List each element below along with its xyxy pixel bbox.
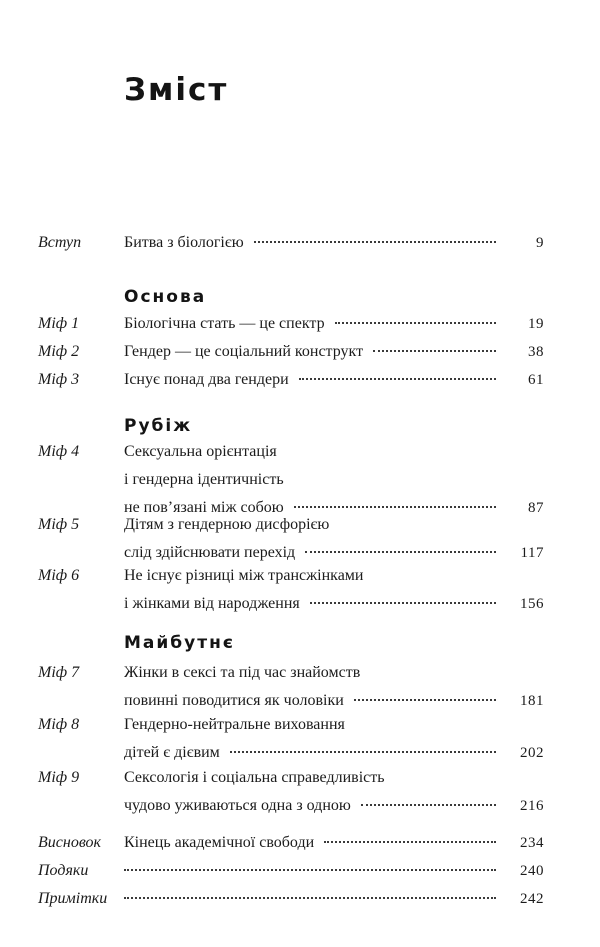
dot-leader [373,349,496,352]
dot-leader [354,698,496,701]
page-number: 38 [528,344,544,360]
section-heading-rubizh: Рубіж [124,416,193,436]
page-number: 242 [520,891,544,907]
section-heading-osnova: Основа [124,287,207,307]
dot-leader [124,868,496,871]
dot-leader [254,240,496,243]
dot-leader [230,750,496,753]
entry-title-line: Існує понад два гендери [124,371,289,388]
dot-leader [310,601,496,604]
entry-label: Міф 7 [38,664,80,681]
page-number: 9 [536,235,544,251]
entry-label: Міф 1 [38,315,80,332]
dot-leader [324,840,496,843]
entry-label: Міф 6 [38,567,80,584]
dot-leader [294,505,496,508]
entry-label: Міф 9 [38,769,80,786]
dot-leader [124,896,496,899]
entry-title-line: і жінками від народження [124,595,300,612]
entry-label: Вступ [38,234,82,251]
entry-title-line: і гендерна ідентичність [124,471,284,488]
page-number: 156 [520,596,544,612]
dot-leader [361,803,496,806]
entry-label: Міф 8 [38,716,80,733]
entry-label: Подяки [38,862,89,879]
entry-title-line: Кінець академічної свободи [124,834,315,851]
page-title: Зміст [124,72,229,108]
page-number: 87 [528,500,544,516]
entry-label: Міф 2 [38,343,80,360]
entry-title-line: Гендер — це соціальний конструкт [124,343,364,360]
dot-leader [335,321,496,324]
entry-title-line: повинні поводитися як чоловіки [124,692,344,709]
page-number: 181 [520,693,544,709]
dot-leader [299,377,496,380]
entry-label: Міф 3 [38,371,80,388]
entry-title-line: Не існує різниці між трансжінками [124,567,364,584]
entry-label: Примітки [38,890,108,907]
entry-label: Міф 4 [38,443,80,460]
entry-label: Висновок [38,834,102,851]
entry-title-line: Біологічна стать — це спектр [124,315,325,332]
page-number: 61 [528,372,544,388]
entry-title-line: не пов’язані між собою [124,499,284,516]
section-heading-maibutnie: Майбутнє [124,633,235,653]
page-number: 216 [520,798,544,814]
page-number: 234 [520,835,544,851]
entry-label: Міф 5 [38,516,80,533]
entry-title-line: Битва з біологією [124,234,244,251]
entry-title-line: Дітям з гендерною дисфорією [124,516,330,533]
page-number: 240 [520,863,544,879]
entry-title-line: Сексологія і соціальна справедливість [124,769,385,786]
page-number: 117 [520,545,544,561]
dot-leader [305,550,496,553]
entry-title-line: Гендерно-нейтральне виховання [124,716,345,733]
entry-title-line: Жінки в сексі та під час знайомств [124,664,361,681]
entry-title-line: Сексуальна орієнтація [124,443,277,460]
entry-title-line: дітей є дієвим [124,744,220,761]
entry-title-line: чудово уживаються одна з одною [124,797,351,814]
page-number: 202 [520,745,544,761]
entry-title-line: слід здійснювати перехід [124,544,296,561]
page-number: 19 [528,316,544,332]
